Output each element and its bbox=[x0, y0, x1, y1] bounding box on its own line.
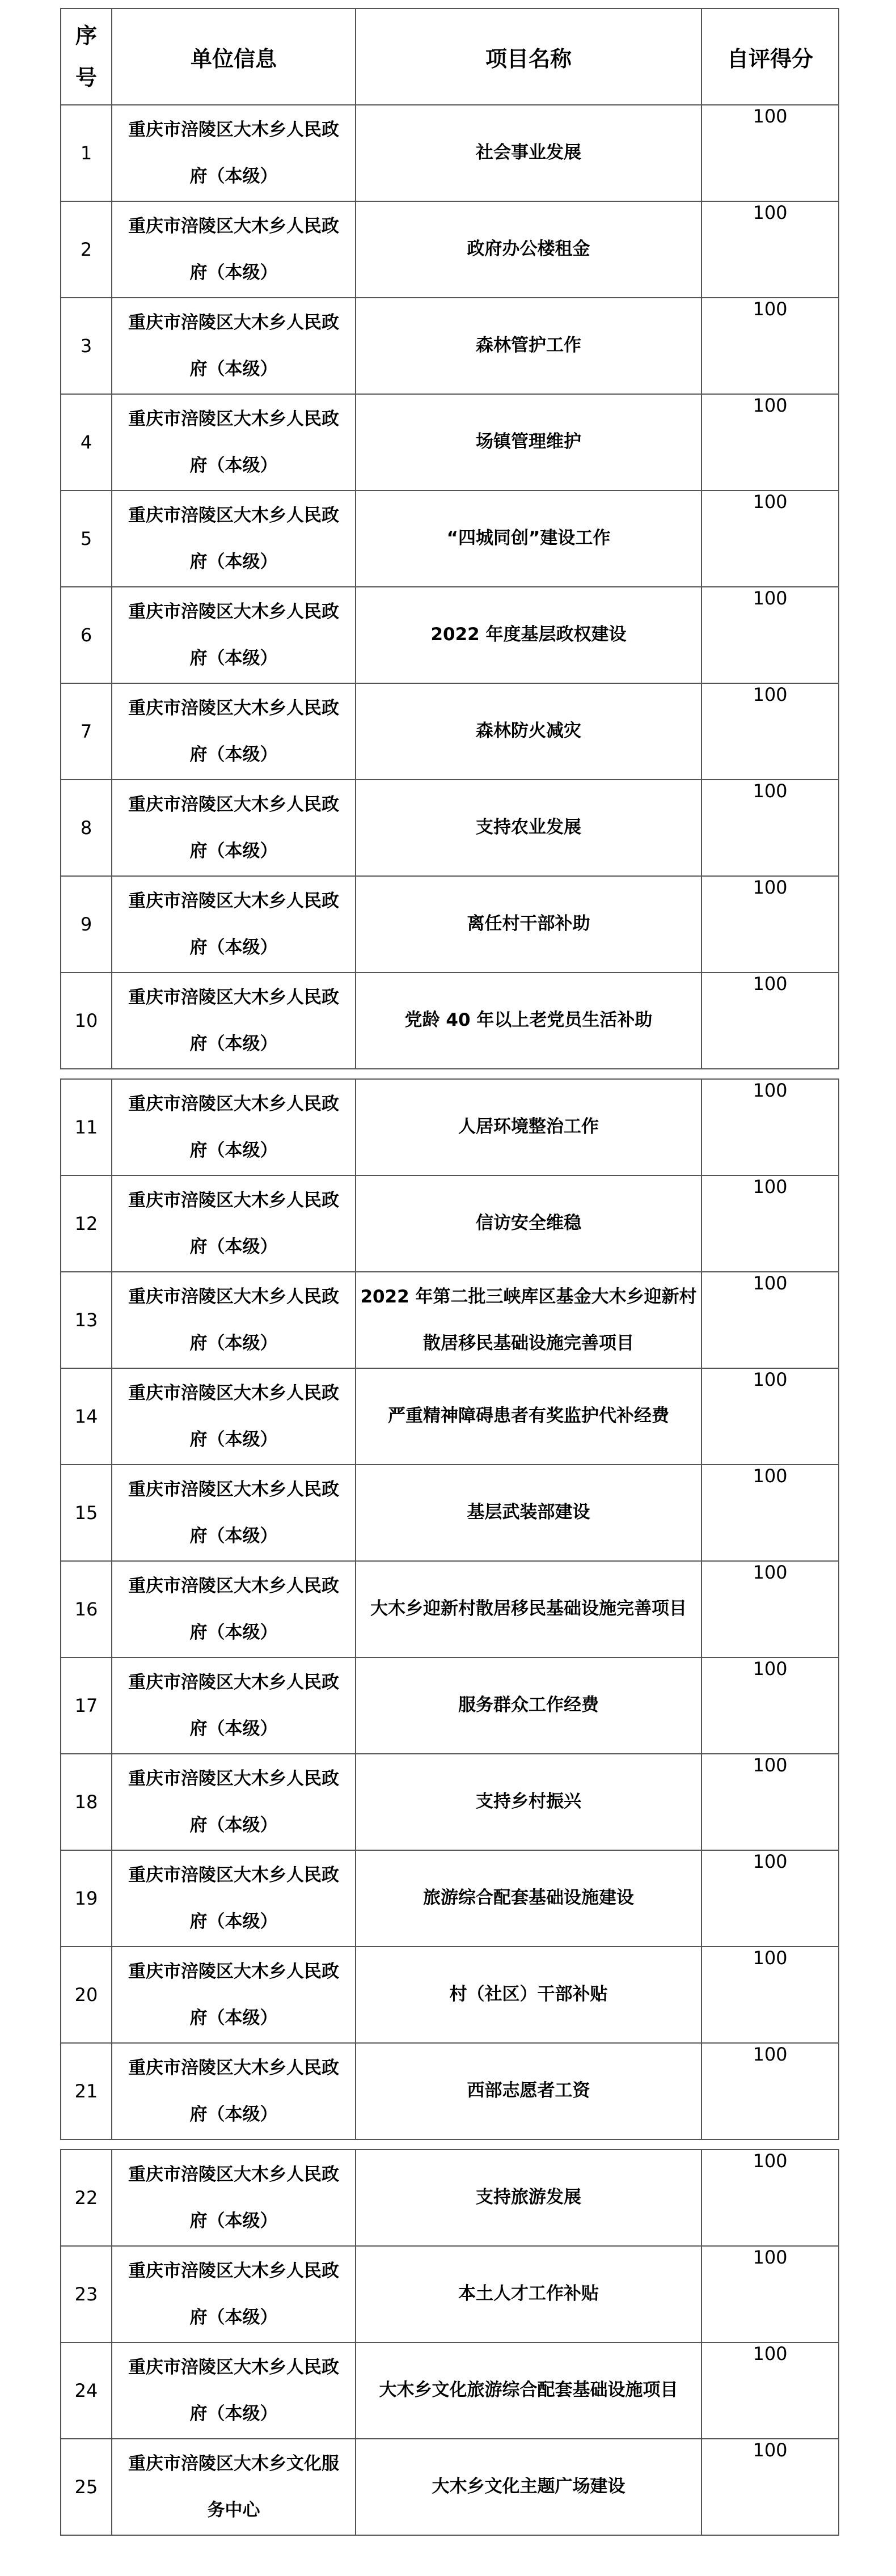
self-score-cell: 100 bbox=[701, 105, 839, 201]
seq-cell: 10 bbox=[61, 972, 112, 1069]
self-score-cell: 100 bbox=[701, 1079, 839, 1175]
unit-name-line1: 重庆市涪陵区大木乡人民政 bbox=[128, 1865, 339, 1885]
self-score-cell: 100 bbox=[701, 972, 839, 1069]
header-unit: 单位信息 bbox=[112, 9, 356, 105]
table-body-page-3 bbox=[61, 2150, 839, 2535]
unit-info-cell bbox=[112, 2150, 356, 2246]
unit-name-line2: 府（本级） bbox=[189, 263, 278, 283]
project-name: 离任村干部补助 bbox=[467, 913, 590, 934]
table-row bbox=[61, 298, 839, 394]
unit-name-line1: 重庆市涪陵区大木乡人民政 bbox=[128, 1672, 339, 1693]
self-score-cell: 100 bbox=[701, 1368, 839, 1465]
table-row bbox=[61, 1561, 839, 1657]
project-name: 支持农业发展 bbox=[476, 817, 581, 838]
unit-name-line2: 府（本级） bbox=[189, 166, 278, 187]
project-name-cell bbox=[356, 2246, 701, 2342]
project-name-cell bbox=[356, 298, 701, 394]
unit-name-line2: 府（本级） bbox=[189, 2404, 278, 2424]
seq-cell: 13 bbox=[61, 1272, 112, 1368]
seq-cell: 6 bbox=[61, 587, 112, 683]
unit-name-line2: 府（本级） bbox=[189, 2008, 278, 2028]
project-name: 服务群众工作经费 bbox=[458, 1695, 599, 1716]
seq-cell: 3 bbox=[61, 298, 112, 394]
self-score-cell: 100 bbox=[701, 298, 839, 394]
project-name-cell bbox=[356, 1272, 701, 1368]
unit-name-line1: 重庆市涪陵区大木乡人民政 bbox=[128, 698, 339, 718]
project-name: 严重精神障碍患者有奖监护代补经费 bbox=[388, 1406, 669, 1427]
table-row bbox=[61, 876, 839, 972]
unit-name-line1: 重庆市涪陵区大木乡人民政 bbox=[128, 1383, 339, 1403]
unit-info-cell bbox=[112, 1368, 356, 1465]
self-score-cell: 100 bbox=[701, 1657, 839, 1754]
seq-cell: 23 bbox=[61, 2246, 112, 2342]
self-score-cell: 100 bbox=[701, 490, 839, 587]
unit-info-cell bbox=[112, 490, 356, 587]
unit-name-line2: 府（本级） bbox=[189, 552, 278, 572]
table-row bbox=[61, 1754, 839, 1850]
self-score-cell: 100 bbox=[701, 2150, 839, 2246]
table-row bbox=[61, 587, 839, 683]
self-score-cell: 100 bbox=[701, 2342, 839, 2439]
unit-name-line2: 府（本级） bbox=[189, 745, 278, 765]
table-row bbox=[61, 2439, 839, 2535]
unit-info-cell bbox=[112, 587, 356, 683]
project-name: 村（社区）干部补贴 bbox=[449, 1984, 608, 2005]
project-name: 西部志愿者工资 bbox=[467, 2080, 590, 2101]
project-name: 人居环境整治工作 bbox=[458, 1116, 599, 1137]
table-row bbox=[61, 1079, 839, 1175]
self-score-cell: 100 bbox=[701, 683, 839, 780]
project-name: 党龄 40 年以上老党员生活补助 bbox=[404, 1010, 653, 1031]
project-name-cell bbox=[356, 876, 701, 972]
unit-name-line1: 重庆市涪陵区大木乡人民政 bbox=[128, 2357, 339, 2378]
unit-info-cell bbox=[112, 1465, 356, 1561]
project-name-cell bbox=[356, 1175, 701, 1272]
unit-info-cell bbox=[112, 394, 356, 490]
unit-name-line2: 府（本级） bbox=[189, 1815, 278, 1835]
unit-info-cell bbox=[112, 2439, 356, 2535]
unit-name-line2: 府（本级） bbox=[189, 1622, 278, 1643]
unit-name-line1: 重庆市涪陵区大木乡人民政 bbox=[128, 891, 339, 911]
project-name-cell bbox=[356, 1850, 701, 1947]
table-body-page-1 bbox=[61, 105, 839, 1069]
unit-name-line1: 重庆市涪陵区大木乡人民政 bbox=[128, 1576, 339, 1596]
project-name-cell bbox=[356, 1754, 701, 1850]
seq-cell: 17 bbox=[61, 1657, 112, 1754]
project-name-cell bbox=[356, 105, 701, 201]
project-name-cell bbox=[356, 1368, 701, 1465]
header-seq bbox=[61, 9, 112, 105]
self-score-cell: 100 bbox=[701, 1465, 839, 1561]
seq-cell: 15 bbox=[61, 1465, 112, 1561]
score-table-page-2 bbox=[60, 1078, 839, 2140]
project-name-line2: 散居移民基础设施完善项目 bbox=[423, 1333, 634, 1353]
project-name-cell bbox=[356, 780, 701, 876]
project-name: 社会事业发展 bbox=[476, 142, 581, 163]
unit-info-cell bbox=[112, 1561, 356, 1657]
unit-name-line2: 府（本级） bbox=[189, 841, 278, 861]
seq-cell: 12 bbox=[61, 1175, 112, 1272]
header-seq-line2: 号 bbox=[75, 65, 97, 90]
table-body-page-2 bbox=[61, 1079, 839, 2139]
unit-info-cell bbox=[112, 1657, 356, 1754]
project-name-cell bbox=[356, 1947, 701, 2043]
unit-name-line1: 重庆市涪陵区大木乡人民政 bbox=[128, 312, 339, 333]
self-score-cell: 100 bbox=[701, 1947, 839, 2043]
unit-info-cell bbox=[112, 1272, 356, 1368]
unit-name-line1: 重庆市涪陵区大木乡人民政 bbox=[128, 120, 339, 140]
project-name: 支持乡村振兴 bbox=[476, 1791, 581, 1812]
unit-name-line2: 府（本级） bbox=[189, 2211, 278, 2231]
unit-info-cell bbox=[112, 1079, 356, 1175]
unit-name-line2: 府（本级） bbox=[189, 1429, 278, 1450]
unit-name-line2: 府（本级） bbox=[189, 455, 278, 476]
project-name-cell bbox=[356, 972, 701, 1069]
seq-cell: 22 bbox=[61, 2150, 112, 2246]
project-name-cell bbox=[356, 587, 701, 683]
unit-name-line1: 重庆市涪陵区大木乡人民政 bbox=[128, 2058, 339, 2078]
project-name: 大木乡文化旅游综合配套基础设施项目 bbox=[379, 2380, 678, 2401]
unit-name-line2: 府（本级） bbox=[189, 648, 278, 669]
unit-name-line1: 重庆市涪陵区大木乡人民政 bbox=[128, 1479, 339, 1500]
table-row bbox=[61, 1368, 839, 1465]
unit-name-line2: 府（本级） bbox=[189, 2104, 278, 2125]
project-name-cell bbox=[356, 2439, 701, 2535]
table-header-row bbox=[61, 9, 839, 105]
self-score-cell: 100 bbox=[701, 1850, 839, 1947]
project-name: 旅游综合配套基础设施建设 bbox=[423, 1888, 634, 1909]
self-score-cell: 100 bbox=[701, 780, 839, 876]
seq-cell: 1 bbox=[61, 105, 112, 201]
unit-name-line2: 府（本级） bbox=[189, 1034, 278, 1054]
unit-name-line2: 府（本级） bbox=[189, 1140, 278, 1161]
unit-name-line2: 务中心 bbox=[207, 2500, 260, 2520]
project-name: 大木乡迎新村散居移民基础设施完善项目 bbox=[370, 1598, 687, 1619]
unit-info-cell bbox=[112, 683, 356, 780]
table-row bbox=[61, 780, 839, 876]
table-row bbox=[61, 683, 839, 780]
unit-info-cell bbox=[112, 201, 356, 298]
project-name-cell bbox=[356, 490, 701, 587]
score-table-page-1 bbox=[60, 8, 839, 1069]
table-row bbox=[61, 201, 839, 298]
project-name-cell bbox=[356, 2043, 701, 2139]
seq-cell: 24 bbox=[61, 2342, 112, 2439]
project-name-cell bbox=[356, 1657, 701, 1754]
seq-cell: 8 bbox=[61, 780, 112, 876]
table-row bbox=[61, 490, 839, 587]
table-row bbox=[61, 1947, 839, 2043]
self-score-cell: 100 bbox=[701, 587, 839, 683]
unit-info-cell bbox=[112, 2043, 356, 2139]
table-row bbox=[61, 1657, 839, 1754]
unit-name-line1: 重庆市涪陵区大木乡人民政 bbox=[128, 1287, 339, 1307]
project-name-cell bbox=[356, 1465, 701, 1561]
unit-info-cell bbox=[112, 1754, 356, 1850]
seq-cell: 7 bbox=[61, 683, 112, 780]
unit-name-line1: 重庆市涪陵区大木乡人民政 bbox=[128, 216, 339, 236]
score-table-page-3 bbox=[60, 2149, 839, 2536]
unit-name-line1: 重庆市涪陵区大木乡人民政 bbox=[128, 1769, 339, 1789]
unit-name-line1: 重庆市涪陵区大木乡人民政 bbox=[128, 1094, 339, 1114]
project-name: 支持旅游发展 bbox=[476, 2187, 581, 2208]
project-name-cell bbox=[356, 1561, 701, 1657]
table-row bbox=[61, 1850, 839, 1947]
unit-info-cell bbox=[112, 972, 356, 1069]
unit-name-line1: 重庆市涪陵区大木乡文化服 bbox=[128, 2454, 339, 2474]
table-row bbox=[61, 2246, 839, 2342]
unit-name-line1: 重庆市涪陵区大木乡人民政 bbox=[128, 794, 339, 815]
seq-cell: 20 bbox=[61, 1947, 112, 2043]
seq-cell: 19 bbox=[61, 1850, 112, 1947]
unit-name-line1: 重庆市涪陵区大木乡人民政 bbox=[128, 1190, 339, 1211]
unit-info-cell bbox=[112, 2342, 356, 2439]
unit-info-cell bbox=[112, 105, 356, 201]
unit-info-cell bbox=[112, 1850, 356, 1947]
self-score-cell: 100 bbox=[701, 2246, 839, 2342]
seq-cell: 18 bbox=[61, 1754, 112, 1850]
seq-cell: 2 bbox=[61, 201, 112, 298]
unit-name-line1: 重庆市涪陵区大木乡人民政 bbox=[128, 2164, 339, 2185]
seq-cell: 4 bbox=[61, 394, 112, 490]
self-score-cell: 100 bbox=[701, 394, 839, 490]
table-row bbox=[61, 2150, 839, 2246]
table-row bbox=[61, 2043, 839, 2139]
project-name: 2022 年度基层政权建设 bbox=[430, 624, 627, 645]
header-score: 自评得分 bbox=[701, 9, 839, 105]
table-row bbox=[61, 1465, 839, 1561]
unit-name-line1: 重庆市涪陵区大木乡人民政 bbox=[128, 409, 339, 429]
seq-cell: 21 bbox=[61, 2043, 112, 2139]
project-name: 森林防火减灾 bbox=[476, 721, 581, 742]
project-name: “四城同创”建设工作 bbox=[446, 528, 611, 549]
project-name: 森林管护工作 bbox=[476, 335, 581, 356]
project-name-cell bbox=[356, 1079, 701, 1175]
project-name-cell bbox=[356, 394, 701, 490]
seq-cell: 9 bbox=[61, 876, 112, 972]
project-name-cell bbox=[356, 201, 701, 298]
header-project: 项目名称 bbox=[356, 9, 701, 105]
project-name: 本土人才工作补贴 bbox=[458, 2283, 599, 2304]
unit-name-line2: 府（本级） bbox=[189, 2307, 278, 2328]
project-name-line1: 2022 年第二批三峡库区基金大木乡迎新村 bbox=[360, 1287, 697, 1307]
unit-name-line1: 重庆市涪陵区大木乡人民政 bbox=[128, 505, 339, 526]
self-score-cell: 100 bbox=[701, 876, 839, 972]
unit-name-line1: 重庆市涪陵区大木乡人民政 bbox=[128, 1961, 339, 1982]
unit-name-line2: 府（本级） bbox=[189, 1526, 278, 1546]
seq-cell: 16 bbox=[61, 1561, 112, 1657]
project-name: 信访安全维稳 bbox=[476, 1213, 581, 1234]
unit-info-cell bbox=[112, 1175, 356, 1272]
project-name: 基层武装部建设 bbox=[467, 1502, 590, 1523]
table-row bbox=[61, 2342, 839, 2439]
unit-name-line1: 重庆市涪陵区大木乡人民政 bbox=[128, 2261, 339, 2281]
unit-name-line2: 府（本级） bbox=[189, 1333, 278, 1353]
header-seq-line1: 序 bbox=[75, 23, 97, 48]
unit-info-cell bbox=[112, 1947, 356, 2043]
project-name-cell bbox=[356, 683, 701, 780]
self-score-cell: 100 bbox=[701, 2439, 839, 2535]
unit-info-cell bbox=[112, 780, 356, 876]
project-name: 大木乡文化主题广场建设 bbox=[432, 2476, 625, 2497]
self-score-cell: 100 bbox=[701, 2043, 839, 2139]
unit-name-line2: 府（本级） bbox=[189, 1237, 278, 1257]
seq-cell: 5 bbox=[61, 490, 112, 587]
unit-info-cell bbox=[112, 2246, 356, 2342]
unit-name-line1: 重庆市涪陵区大木乡人民政 bbox=[128, 602, 339, 622]
unit-name-line2: 府（本级） bbox=[189, 1911, 278, 1932]
seq-cell: 25 bbox=[61, 2439, 112, 2535]
table-row bbox=[61, 105, 839, 201]
table-row bbox=[61, 972, 839, 1069]
self-score-cell: 100 bbox=[701, 1561, 839, 1657]
unit-name-line2: 府（本级） bbox=[189, 937, 278, 958]
project-name: 政府办公楼租金 bbox=[467, 239, 590, 260]
unit-name-line2: 府（本级） bbox=[189, 1719, 278, 1739]
seq-cell: 14 bbox=[61, 1368, 112, 1465]
unit-name-line1: 重庆市涪陵区大木乡人民政 bbox=[128, 987, 339, 1008]
self-score-cell: 100 bbox=[701, 1754, 839, 1850]
table-row bbox=[61, 1175, 839, 1272]
project-name-cell bbox=[356, 2150, 701, 2246]
self-score-cell: 100 bbox=[701, 1175, 839, 1272]
table-row bbox=[61, 1272, 839, 1368]
self-score-cell: 100 bbox=[701, 201, 839, 298]
unit-info-cell bbox=[112, 298, 356, 394]
project-name-cell bbox=[356, 2342, 701, 2439]
unit-name-line2: 府（本级） bbox=[189, 359, 278, 379]
project-name: 场镇管理维护 bbox=[476, 432, 581, 452]
seq-cell: 11 bbox=[61, 1079, 112, 1175]
table-row bbox=[61, 394, 839, 490]
self-score-cell: 100 bbox=[701, 1272, 839, 1368]
unit-info-cell bbox=[112, 876, 356, 972]
